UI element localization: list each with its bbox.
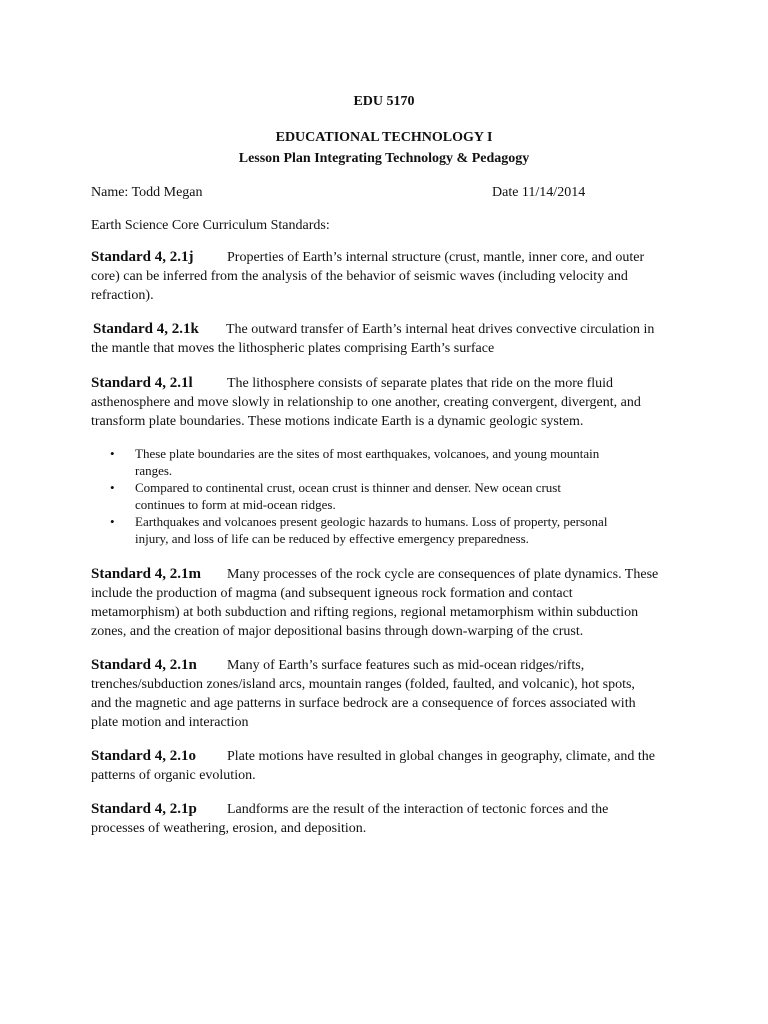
- list-item-line: continues to form at mid-ocean ridges.: [135, 496, 336, 512]
- standard-text-line: asthenosphere and move slowly in relationship to one another, creating convergent, divergent, and: [91, 395, 641, 410]
- standard-text-line: Properties of Earth’s internal structure (crust, mantle, inner core, and outer: [227, 250, 645, 265]
- standard-text-line: processes of weathering, erosion, and deposition.: [91, 821, 367, 836]
- list-item-line: injury, and loss of life can be reduced by effective emergency preparedness.: [135, 530, 529, 546]
- standard-label: Standard 4, 2.1n: [91, 657, 197, 673]
- standard-2-1m: [91, 565, 681, 641]
- standard-text-line: the mantle that moves the lithospheric plates comprising Earth’s surface: [91, 341, 495, 356]
- list-item: [108, 514, 678, 547]
- standard-text-line: metamorphism) at both subduction and rifting regions, regional metamorphism within subduction: [91, 605, 639, 620]
- standard-2-1n: [91, 656, 681, 732]
- standard-2-1o: [91, 747, 681, 785]
- document-subtitle: Lesson Plan Integrating Technology & Pedagogy: [238, 151, 530, 166]
- standard-text-line: core) can be inferred from the analysis of the behavior of seismic waves (including velocity and: [91, 269, 628, 284]
- standards-heading: Earth Science Core Curriculum Standards:: [91, 218, 330, 233]
- standard-label: Standard 4, 2.1o: [91, 748, 197, 764]
- bullet-marker: •: [110, 446, 115, 461]
- list-item-line: Earthquakes and volcanoes present geologic hazards to humans. Loss of property, personal: [135, 514, 608, 529]
- standard-text-line: include the production of magma (and subsequent igneous rock formation and contact: [91, 586, 573, 601]
- list-item: [108, 446, 678, 479]
- standard-text-line: and the magnetic and age patterns in surface bedrock are a consequence of forces associated with: [91, 696, 636, 711]
- standard-text-line: Many of Earth’s surface features such as mid-ocean ridges/rifts,: [227, 658, 585, 673]
- standard-label: Standard 4, 2.1l: [91, 375, 193, 391]
- list-item: [108, 480, 678, 513]
- standard-text-line: refraction).: [91, 288, 154, 303]
- standard-text-line: trenches/subduction zones/island arcs, mountain ranges (folded, faulted, and volcanic), hot spots,: [91, 677, 635, 692]
- list-item-line: Compared to continental crust, ocean crust is thinner and denser. New ocean crust: [135, 480, 561, 495]
- standard-2-1p: [91, 800, 681, 838]
- standard-label: Standard 4, 2.1j: [91, 249, 194, 265]
- standard-text-line: patterns of organic evolution.: [91, 768, 256, 783]
- document-date: Date 11/14/2014: [492, 185, 586, 200]
- standard-2-1k: [93, 320, 683, 358]
- standard-label: Standard 4, 2.1m: [91, 566, 202, 582]
- document-title: EDUCATIONAL TECHNOLOGY I: [275, 130, 493, 145]
- list-item-line: These plate boundaries are the sites of most earthquakes, volcanoes, and young mountain: [135, 446, 600, 461]
- student-name: Name: Todd Megan: [91, 185, 203, 200]
- standard-text-line: transform plate boundaries. These motions indicate Earth is a dynamic geologic system.: [91, 414, 584, 429]
- standard-label: Standard 4, 2.1p: [91, 801, 197, 817]
- standard-text-line: Plate motions have resulted in global changes in geography, climate, and the: [227, 749, 655, 764]
- standard-2-1j: [91, 248, 681, 305]
- course-code: EDU 5170: [353, 94, 415, 109]
- bullet-marker: •: [110, 480, 115, 495]
- standard-text-line: plate motion and interaction: [91, 715, 249, 730]
- list-item-line: ranges.: [135, 462, 173, 478]
- standard-2-1l: [91, 374, 681, 431]
- standard-label: Standard 4, 2.1k: [93, 321, 199, 337]
- standard-text-line: Many processes of the rock cycle are consequences of plate dynamics. These: [227, 567, 659, 582]
- bullet-list: [108, 446, 678, 548]
- standard-text-line: The lithosphere consists of separate plates that ride on the more fluid: [227, 376, 614, 391]
- standard-text-line: zones, and the creation of major depositional basins through down-warping of the crust.: [91, 624, 584, 639]
- bullet-marker: •: [110, 514, 115, 529]
- standard-text-line: The outward transfer of Earth’s internal heat drives convective circulation in: [226, 322, 655, 337]
- standard-text-line: Landforms are the result of the interaction of tectonic forces and the: [227, 802, 609, 817]
